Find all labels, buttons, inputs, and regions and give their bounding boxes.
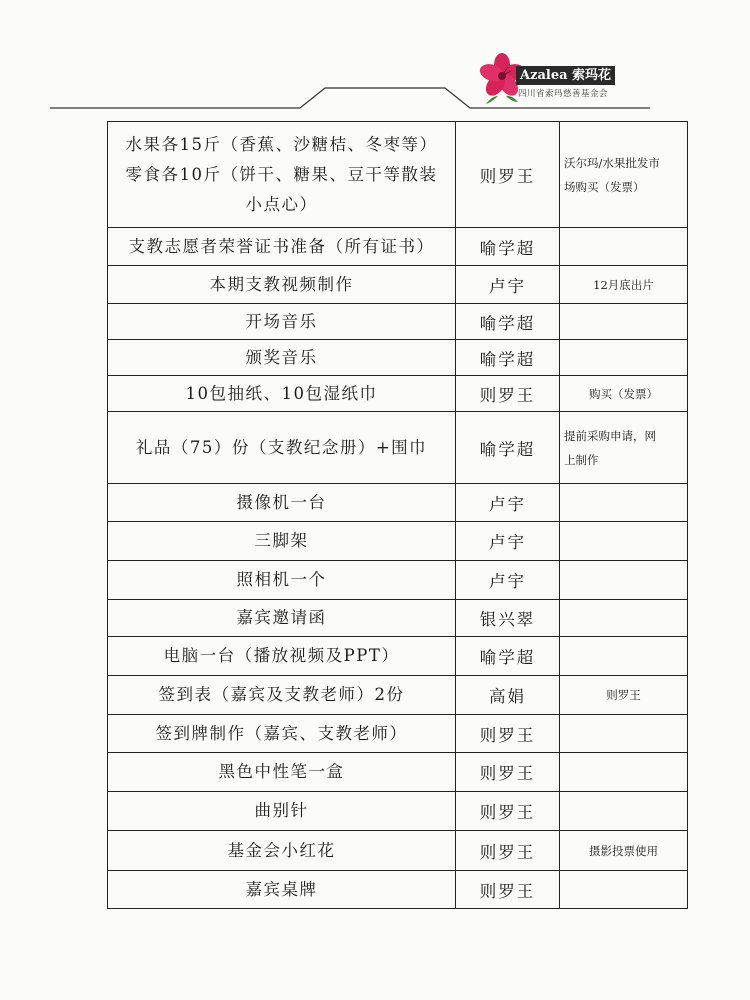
foundation-logo bbox=[478, 52, 638, 108]
item-text: 嘉宾邀请函 bbox=[236, 608, 327, 627]
item-text: 零食各10斤（饼干、糖果、豆干等散装 bbox=[125, 164, 438, 184]
note-cell bbox=[560, 600, 688, 637]
note-text: 则罗王 bbox=[606, 688, 641, 702]
table-row bbox=[108, 376, 688, 412]
item-text: 电脑一台（播放视频及PPT） bbox=[163, 646, 400, 665]
item-cell bbox=[108, 304, 456, 340]
table-row bbox=[108, 792, 688, 831]
note-cell bbox=[560, 561, 688, 600]
owner-cell: 银兴翠 bbox=[456, 600, 560, 637]
item-text: 签到牌制作（嘉宾、支教老师） bbox=[155, 723, 408, 743]
table-row bbox=[108, 600, 688, 637]
item-cell bbox=[108, 522, 456, 561]
item-text: 嘉宾桌牌 bbox=[245, 879, 318, 899]
item-cell bbox=[108, 266, 456, 304]
note-cell bbox=[560, 715, 688, 753]
item-cell bbox=[108, 676, 456, 715]
item-text: 曲别针 bbox=[254, 801, 309, 820]
note-text: 提前采购申请，网 bbox=[564, 428, 656, 443]
note-cell bbox=[560, 376, 688, 412]
item-cell bbox=[108, 792, 456, 831]
owner-cell: 则罗王 bbox=[456, 831, 560, 871]
preparation-table bbox=[107, 121, 688, 909]
item-text: 10包抽纸、10包湿纸巾 bbox=[185, 383, 378, 403]
note-cell bbox=[560, 484, 688, 522]
note-text: 摄影投票使用 bbox=[589, 843, 658, 858]
table-row bbox=[108, 266, 688, 304]
owner-cell: 卢宇 bbox=[456, 522, 560, 561]
table-row bbox=[108, 484, 688, 522]
item-cell bbox=[108, 753, 456, 792]
item-cell bbox=[108, 412, 456, 484]
item-cell bbox=[108, 715, 456, 753]
note-cell bbox=[560, 340, 688, 376]
note-cell bbox=[560, 304, 688, 340]
item-cell bbox=[108, 561, 456, 600]
logo-subtitle: 四川省索玛慈善基金会 bbox=[518, 89, 609, 99]
note-text: 沃尔玛/水果批发市 bbox=[564, 155, 660, 170]
table-row bbox=[108, 753, 688, 792]
table-row bbox=[108, 871, 688, 909]
note-cell bbox=[560, 753, 688, 792]
item-cell bbox=[108, 122, 456, 228]
item-text: 签到表（嘉宾及支教老师）2份 bbox=[158, 685, 405, 704]
owner-cell: 喻学超 bbox=[456, 412, 560, 484]
table-row bbox=[108, 637, 688, 676]
note-cell bbox=[560, 637, 688, 676]
owner-cell: 喻学超 bbox=[456, 340, 560, 376]
note-cell bbox=[560, 522, 688, 561]
owner-cell: 卢宇 bbox=[456, 561, 560, 600]
owner-cell: 则罗王 bbox=[456, 122, 560, 228]
item-text: 颁奖音乐 bbox=[245, 347, 318, 367]
item-text: 照相机一个 bbox=[236, 570, 327, 589]
item-cell bbox=[108, 340, 456, 376]
note-cell bbox=[560, 228, 688, 266]
item-text: 礼品（75）份（支教纪念册）+围巾 bbox=[135, 437, 428, 457]
owner-cell: 则罗王 bbox=[456, 792, 560, 831]
note-cell bbox=[560, 871, 688, 909]
item-cell bbox=[108, 637, 456, 676]
table-row bbox=[108, 340, 688, 376]
item-cell bbox=[108, 228, 456, 266]
owner-cell: 卢宇 bbox=[456, 266, 560, 304]
owner-cell: 喻学超 bbox=[456, 637, 560, 676]
note-cell bbox=[560, 831, 688, 871]
item-cell bbox=[108, 871, 456, 909]
item-cell bbox=[108, 600, 456, 637]
owner-cell: 则罗王 bbox=[456, 715, 560, 753]
owner-cell: 高娟 bbox=[456, 676, 560, 715]
note-cell bbox=[560, 266, 688, 304]
owner-cell: 则罗王 bbox=[456, 753, 560, 792]
table-row bbox=[108, 228, 688, 266]
table-row bbox=[108, 561, 688, 600]
owner-cell: 则罗王 bbox=[456, 376, 560, 412]
owner-cell: 喻学超 bbox=[456, 228, 560, 266]
note-cell bbox=[560, 792, 688, 831]
item-text: 黑色中性笔一盒 bbox=[218, 762, 345, 781]
item-cell bbox=[108, 831, 456, 871]
item-text: 基金会小红花 bbox=[227, 840, 336, 860]
item-text: 小点心） bbox=[245, 194, 318, 214]
owner-cell: 则罗王 bbox=[456, 871, 560, 909]
item-text: 支教志愿者荣誉证书准备（所有证书） bbox=[128, 236, 435, 256]
item-text: 本期支教视频制作 bbox=[209, 274, 354, 294]
note-text: 上制作 bbox=[564, 452, 599, 467]
item-text: 摄像机一台 bbox=[236, 492, 327, 512]
table-row bbox=[108, 412, 688, 484]
table-row bbox=[108, 522, 688, 561]
table-row bbox=[108, 831, 688, 871]
note-text: 12月底出片 bbox=[593, 277, 654, 292]
table-row bbox=[108, 304, 688, 340]
note-cell bbox=[560, 412, 688, 484]
note-text: 场购买（发票） bbox=[564, 179, 645, 194]
item-text: 开场音乐 bbox=[245, 311, 318, 331]
table-row bbox=[108, 122, 688, 228]
table-row bbox=[108, 676, 688, 715]
item-text: 三脚架 bbox=[254, 531, 309, 550]
owner-cell: 卢宇 bbox=[456, 484, 560, 522]
owner-cell: 喻学超 bbox=[456, 304, 560, 340]
note-cell bbox=[560, 676, 688, 715]
item-text: 水果各15斤（香蕉、沙糖桔、冬枣等） bbox=[125, 134, 438, 154]
note-text: 购买（发票） bbox=[589, 386, 658, 401]
item-cell bbox=[108, 484, 456, 522]
table-row bbox=[108, 715, 688, 753]
item-cell bbox=[108, 376, 456, 412]
note-cell bbox=[560, 122, 688, 228]
logo-brand-text: Azalea 索玛花 bbox=[516, 66, 615, 85]
